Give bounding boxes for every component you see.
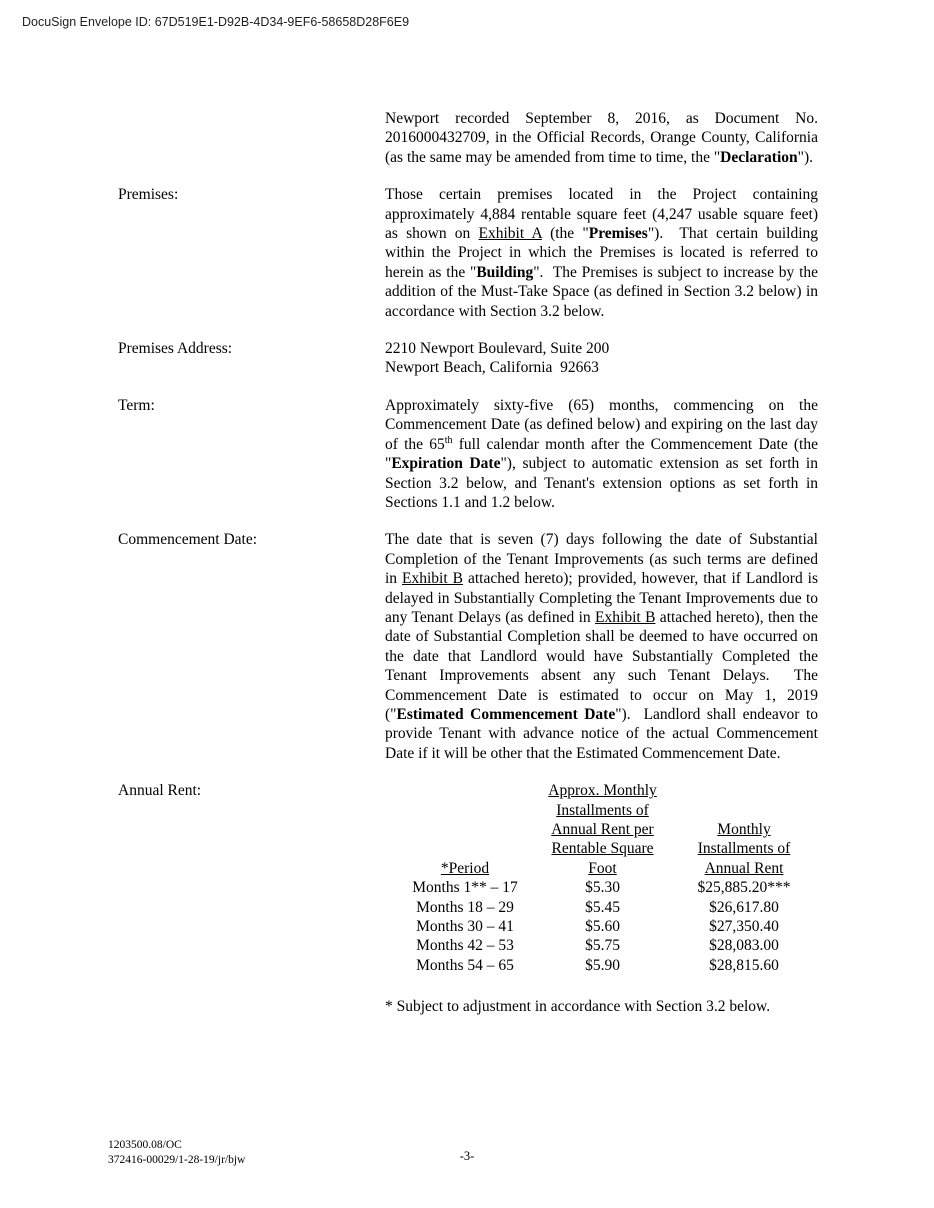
section-label-term: Term:: [118, 396, 155, 414]
cell-rate: $5.30: [585, 879, 620, 897]
cell-period: Months 54 – 65: [416, 956, 514, 974]
cell-rate: $5.45: [585, 898, 620, 916]
header-line: *Period: [440, 859, 490, 877]
premises-address-line-1: 2210 Newport Boulevard, Suite 200: [385, 340, 610, 358]
rent-table-header-period: [395, 859, 535, 878]
paragraph-commencement-date: The date that is seven (7) days following the date of Substantial Completion of the Tenant Improvements (as such terms are defined in Exhibit B attached hereto); provided, however, that if Landlord is delayed in Substantially Completing the Tenant Improvements due to any Tenant Delays (as defined in Exhibit B attached hereto), then the date of Substantial Completion shall be deemed to have occurred on the date that Landlord would have Substantially Completed the Tenant Improvements absent any such Tenant Delays. The Commencement Date is estimated to occur on May 1, 2019 ("Estimated Commencement Date"). Landlord shall endeavor to provide Tenant with advance notice of the actual Commencement Date if it will be other that the Estimated Commencement Date.: [385, 531, 822, 762]
cell-period: Months 1** – 17: [412, 879, 518, 897]
section-body-annual-rent: [385, 781, 818, 1016]
cell-rate: $5.60: [585, 918, 620, 936]
rent-table-row: [395, 898, 818, 917]
rent-table-row: [395, 956, 818, 975]
rent-table-header-monthly-installments: [670, 820, 818, 878]
premises-address-line-2: Newport Beach, California 92663: [385, 359, 599, 377]
cell-installment: $25,885.20***: [697, 879, 791, 897]
rent-table-row: [395, 878, 818, 897]
section-body-commencement-date: [385, 530, 822, 763]
cell-rate: $5.75: [585, 937, 620, 955]
header-line: Monthly: [717, 821, 771, 838]
header-line: Foot: [588, 859, 617, 877]
cell-period: Months 42 – 53: [416, 937, 514, 955]
section-premises: [118, 185, 822, 321]
rent-footnote: * Subject to adjustment in accordance with Section 3.2 below.: [385, 998, 771, 1016]
header-line: Approx. Monthly: [548, 782, 657, 800]
rent-table-header-rate-per-sqft: [535, 781, 670, 878]
section-label-commencement-date: Commencement Date:: [118, 531, 258, 549]
section-label-premises: Premises:: [118, 186, 179, 204]
section-term: [118, 396, 822, 512]
header-line: Annual Rent per: [551, 821, 654, 838]
rent-table-row: [395, 936, 818, 955]
section-label-premises-address: Premises Address:: [118, 340, 233, 358]
footer-ref-line-1: 1203500.08/OC: [108, 1139, 182, 1151]
cell-rate: $5.90: [585, 956, 620, 974]
page-number: -3-: [459, 1149, 475, 1163]
cell-installment: $27,350.40: [709, 918, 779, 936]
rent-table-row: [395, 917, 818, 936]
paragraph-term: Approximately sixty-five (65) months, commencing on the Commencement Date (as defined below) and expiring on the last day of the 65th full calendar month after the Commencement Date (the "Expiration Date"), subject to automatic extension as set forth in Section 3.2 below, and Tenant's extension options as set forth in Sections 1.1 and 1.2 below.: [385, 396, 822, 511]
section-annual-rent: [118, 781, 818, 1016]
section-body-term: [385, 396, 822, 512]
section-premises-address: [118, 339, 818, 378]
section-label-annual-rent: Annual Rent:: [118, 782, 202, 800]
section-label-empty: [118, 109, 385, 167]
section-body-premises: [385, 185, 822, 321]
paragraph-declaration: Newport recorded September 8, 2016, as Document No. 2016000432709, in the Official Records, Orange County, California (as the same may be amended from time to time, the "Declaration").: [385, 110, 822, 166]
section-body-declaration: [385, 109, 822, 167]
section-commencement-date: [118, 530, 822, 763]
cell-period: Months 18 – 29: [416, 898, 514, 916]
header-line: Installments of: [556, 801, 649, 819]
section-body-premises-address: [385, 339, 818, 378]
section-declaration: [118, 109, 822, 167]
rent-table-header: [395, 781, 818, 878]
docusign-envelope-id: DocuSign Envelope ID: 67D519E1-D92B-4D34-9EF6-58658D28F6E9: [22, 15, 410, 29]
header-line: Rentable Square: [551, 840, 654, 858]
document-content: [118, 109, 822, 1035]
header-line: Annual Rent: [704, 859, 784, 877]
rent-table: [395, 781, 818, 975]
footer-ref-line-2: 372416-00029/1-28-19/jr/bjw: [108, 1154, 246, 1166]
cell-installment: $28,083.00: [709, 937, 779, 955]
header-line: Installments of: [697, 840, 791, 858]
cell-period: Months 30 – 41: [416, 918, 514, 936]
paragraph-premises: Those certain premises located in the Project containing approximately 4,884 rentable square feet (4,247 usable square feet) as shown on Exhibit A (the "Premises"). That certain building within the Project in which the Premises is located is referred to herein as the "Building". The Premises is subject to increase by the addition of the Must-Take Space (as defined in Section 3.2 below) in accordance with Section 3.2 below.: [385, 186, 822, 320]
cell-installment: $28,815.60: [709, 956, 779, 974]
cell-installment: $26,617.80: [709, 898, 779, 916]
